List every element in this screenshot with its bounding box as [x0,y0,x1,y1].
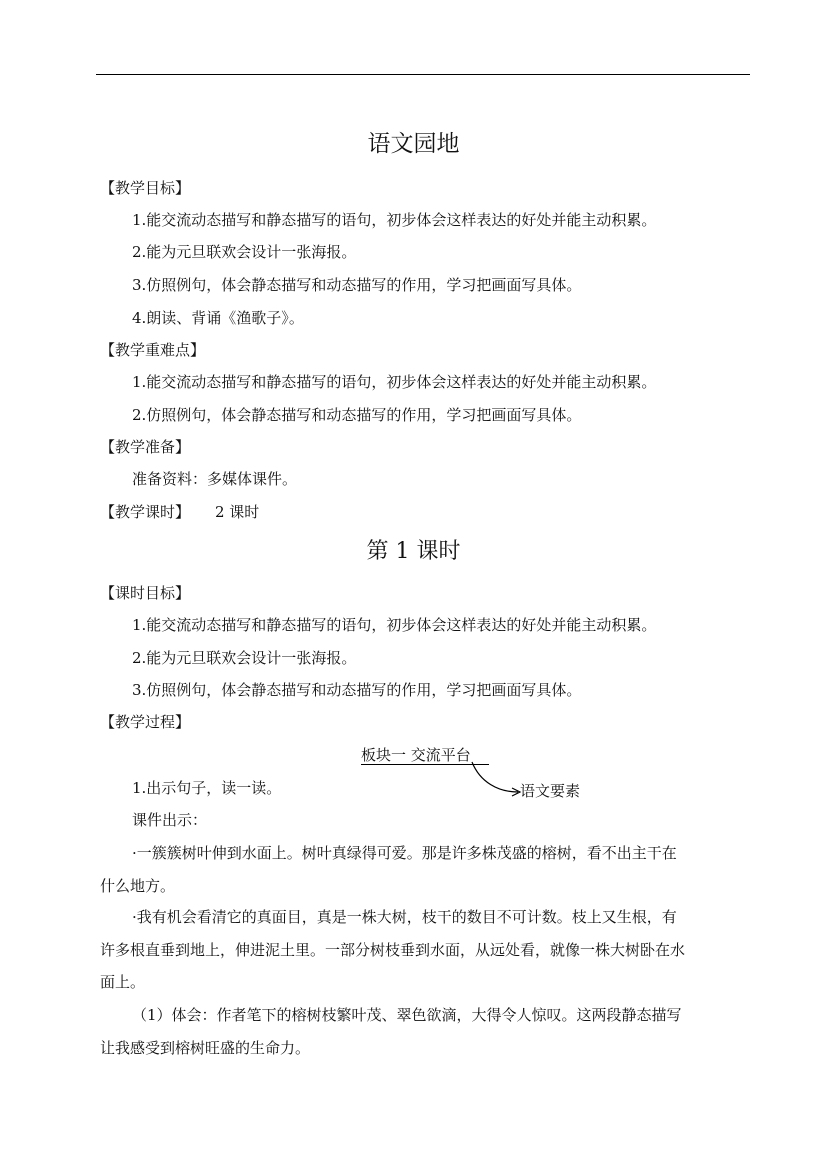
lesson-goal-item-1: 1.能交流动态描写和静态描写的语句，初步体会这样表达的好处并能主动积累。 [132,616,657,634]
section-label-goals: 【教学目标】 [100,179,191,197]
sentence-1-line-1: ·一簇簇树叶伸到水面上。树叶真绿得可爱。那是许多株茂盛的榕树，看不出主干在 [132,844,677,862]
section-label-keypoints: 【教学重难点】 [100,341,206,359]
note-1-line-1: （1）体会：作者笔下的榕树枝繁叶茂、翠色欲滴，大得令人惊叹。这两段静态描写 [132,1006,682,1024]
section-label-lesson-goals: 【课时目标】 [100,584,191,602]
section-label-hours: 【教学课时】 [100,503,191,521]
hours-value: 2 课时 [215,503,260,521]
lesson-goal-item-3: 3.仿照例句，体会静态描写和动态描写的作用，学习把画面写具体。 [132,681,582,699]
sentence-2-line-2: 许多根直垂到地上，伸进泥土里。一部分树枝垂到水面，从远处看，就像一株大树卧在水 [100,941,686,959]
note-1-line-2: 让我感受到榕树旺盛的生命力。 [100,1039,311,1057]
header-rule [96,74,750,75]
section-label-process: 【教学过程】 [100,713,191,731]
sentence-2-line-1: ·我有机会看清它的真面目，真是一株大树，枝干的数目不可计数。枝上又生根，有 [132,908,677,926]
block-subtitle: 语文要素 [520,782,581,800]
section-label-prep: 【教学准备】 [100,438,191,456]
courseware-label: 课件出示： [132,811,208,829]
step-1: 1.出示句子，读一读。 [132,779,282,797]
keypoint-item-1: 1.能交流动态描写和静态描写的语句，初步体会这样表达的好处并能主动积累。 [132,373,657,391]
keypoint-item-2: 2.仿照例句，体会静态描写和动态描写的作用，学习把画面写具体。 [132,406,582,424]
goal-item-1: 1.能交流动态描写和静态描写的语句，初步体会这样表达的好处并能主动积累。 [132,211,657,229]
prep-text: 准备资料：多媒体课件。 [132,470,298,488]
page-title: 语文园地 [367,131,460,157]
goal-item-4: 4.朗读、背诵《渔歌子》。 [132,309,304,327]
block-title: 板块一 交流平台 [361,746,471,764]
lesson-goal-item-2: 2.能为元旦联欢会设计一张海报。 [132,649,357,667]
goal-item-3: 3.仿照例句，体会静态描写和动态描写的作用，学习把画面写具体。 [132,276,582,294]
sentence-2-line-3: 面上。 [100,973,146,991]
sentence-1-line-2: 什么地方。 [100,877,176,895]
lesson-title: 第 1 课时 [366,539,461,564]
goal-item-2: 2.能为元旦联欢会设计一张海报。 [132,243,357,261]
